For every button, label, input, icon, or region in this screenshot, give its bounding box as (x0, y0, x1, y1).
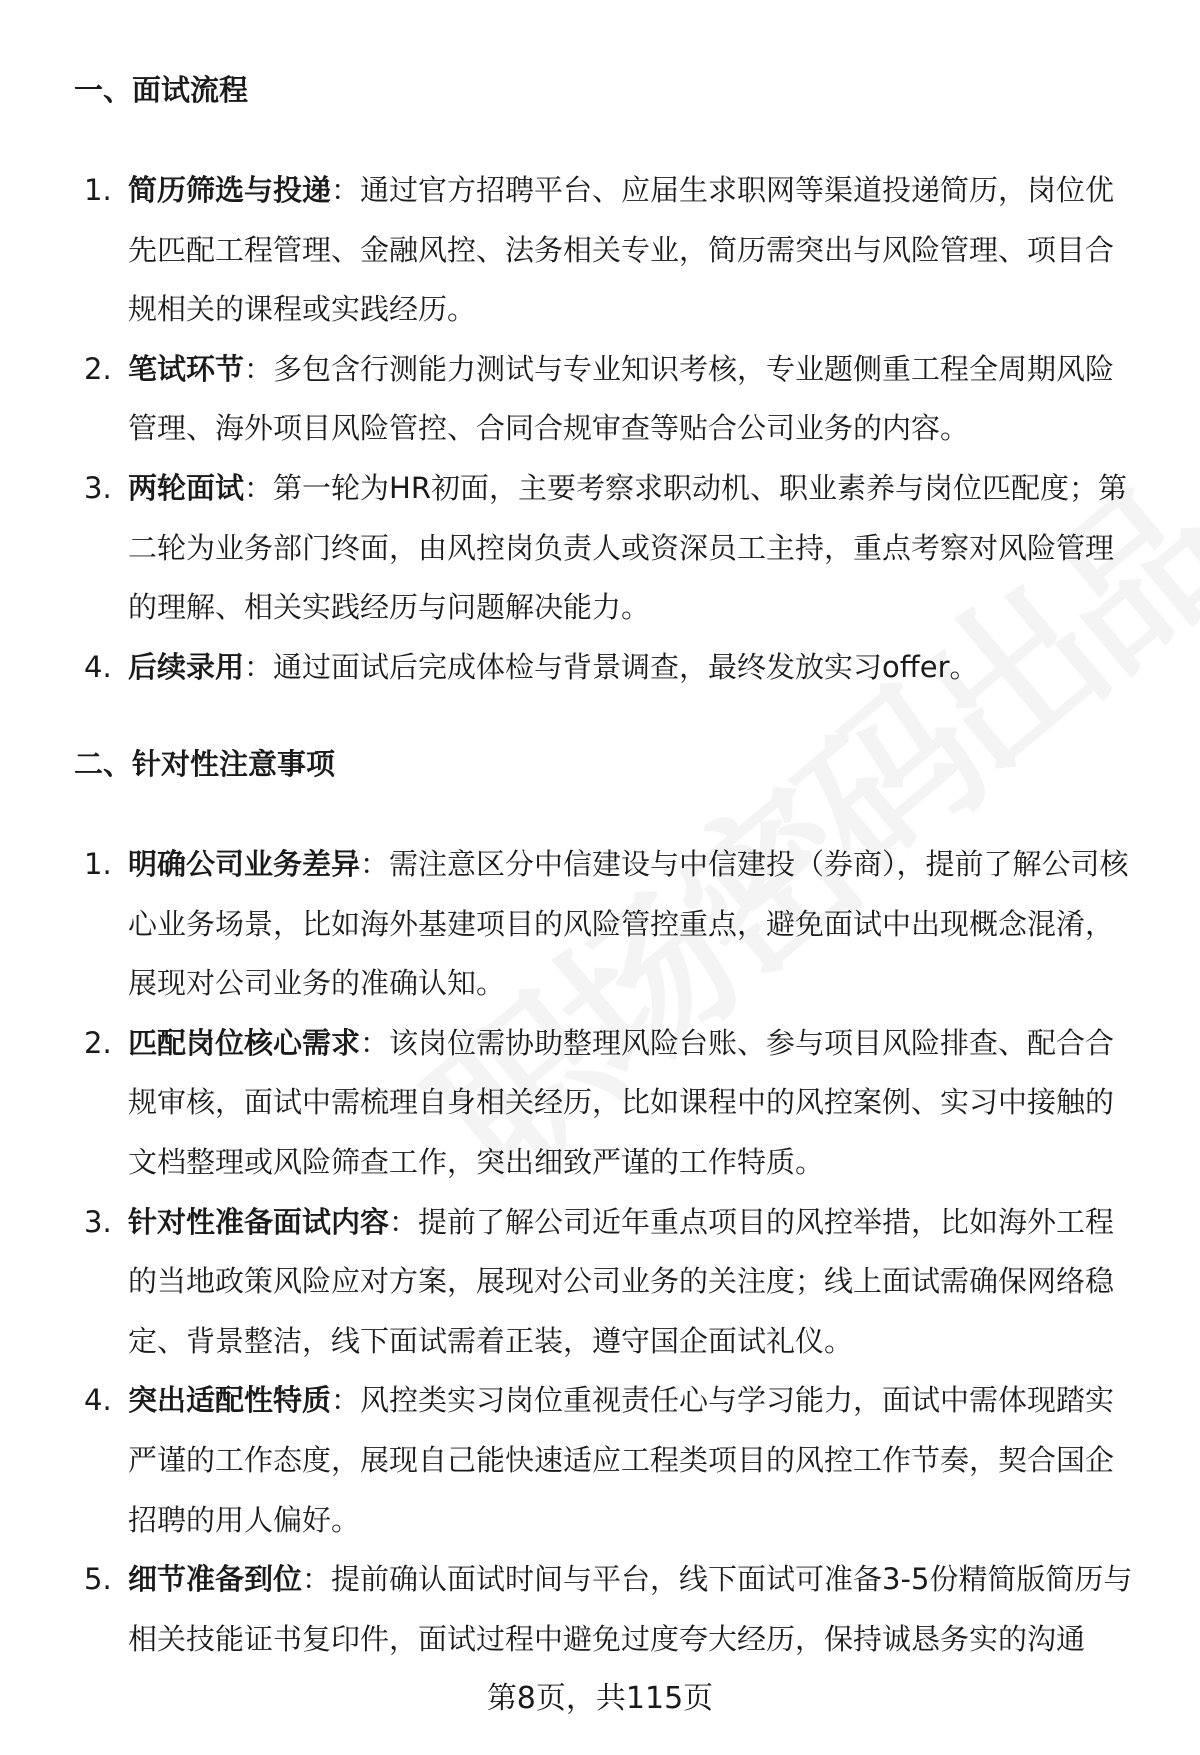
list-item (0, 1014, 1200, 1193)
interview-process-list (0, 161, 1200, 697)
item-separator: ： (244, 351, 274, 386)
list-item (0, 459, 1200, 638)
list-item (0, 638, 1200, 698)
item-text: 需注意区分中信建设与中信建投（券商），提前了解公司核心业务场景，比如海外基建项目的风险管控重点，避免面试中出现概念混淆，展现对公司业务的准确认知。 (128, 847, 1129, 1001)
targeted-notes-list (0, 835, 1200, 1669)
item-text: 提前确认面试时间与平台，线下面试可准备3-5份精简版简历与相关技能证书复印件，面试过程中避免过度夸大经历，保持诚恳务实的沟通 (128, 1562, 1133, 1656)
item-term: 细节准备到位 (128, 1562, 303, 1597)
item-separator: ： (360, 847, 390, 881)
item-number: 1. (84, 173, 112, 207)
item-text: 多包含行测能力测试与专业知识考核，专业题侧重工程全周期风险管理、海外项目风险管控、合同合规审查等贴合公司业务的内容。 (128, 351, 1115, 446)
list-item (0, 340, 1200, 459)
item-separator: ： (331, 1383, 361, 1418)
item-separator: ： (244, 649, 274, 684)
item-number: 1. (84, 847, 112, 881)
item-text: 该岗位需协助整理风险台账、参与项目风险排查、配合合规审核，面试中需梳理自身相关经历，比如课程中的风控案例、实习中接触的文档整理或风险筛查工作，突出细致严谨的工作特质。 (128, 1025, 1115, 1179)
list-item (0, 1193, 1200, 1372)
section-heading-targeted-notes: 二、针对性注意事项 (74, 747, 336, 781)
item-number: 2. (84, 351, 112, 386)
item-text: 通过官方招聘平台、应届生求职网等渠道投递简历，岗位优先匹配工程管理、金融风控、法务相关专业，简历需突出与风险管理、项目合规相关的课程或实践经历。 (128, 173, 1115, 327)
item-text: 风控类实习岗位重视责任心与学习能力，面试中需体现踏实严谨的工作态度，展现自己能快速适应工程类项目的风控工作节奏，契合国企招聘的用人偏好。 (128, 1383, 1115, 1537)
item-term: 简历筛选与投递 (128, 173, 332, 207)
item-separator: ： (389, 1204, 419, 1239)
item-number: 5. (84, 1562, 112, 1597)
item-term: 笔试环节 (128, 351, 245, 386)
list-item (0, 835, 1200, 1014)
item-separator: ： (244, 470, 274, 505)
item-separator: ： (302, 1562, 332, 1597)
list-item (0, 1550, 1200, 1669)
item-text: 通过面试后完成体检与背景调查，最终发放实习offer。 (273, 649, 979, 684)
item-term: 针对性准备面试内容 (128, 1204, 390, 1239)
list-item (0, 1371, 1200, 1550)
item-term: 两轮面试 (128, 470, 245, 505)
item-term: 突出适配性特质 (128, 1383, 332, 1418)
item-number: 3. (84, 1204, 112, 1239)
item-number: 4. (84, 1383, 112, 1418)
item-text: 第一轮为HR初面，主要考察求职动机、职业素养与岗位匹配度；第二轮为业务部门终面，由风控岗负责人或资深员工主持，重点考察对风险管理的理解、相关实践经历与问题解决能力。 (128, 470, 1127, 625)
page-number-footer: 第8页，共115页 (486, 1681, 714, 1716)
item-separator: ： (360, 1025, 390, 1060)
item-term: 明确公司业务差异 (128, 847, 361, 881)
item-term: 后续录用 (128, 649, 245, 684)
item-separator: ： (331, 173, 361, 207)
item-number: 2. (84, 1025, 112, 1060)
item-number: 4. (84, 649, 112, 684)
item-text: 提前了解公司近年重点项目的风控举措，比如海外工程的当地政策风险应对方案，展现对公司业务的关注度；线上面试需确保网络稳定、背景整洁，线下面试需着正装，遵守国企面试礼仪。 (128, 1204, 1115, 1358)
item-number: 3. (84, 470, 112, 505)
item-term: 匹配岗位核心需求 (128, 1025, 361, 1060)
section-heading-interview-process: 一、面试流程 (74, 73, 249, 107)
list-item (0, 161, 1200, 340)
